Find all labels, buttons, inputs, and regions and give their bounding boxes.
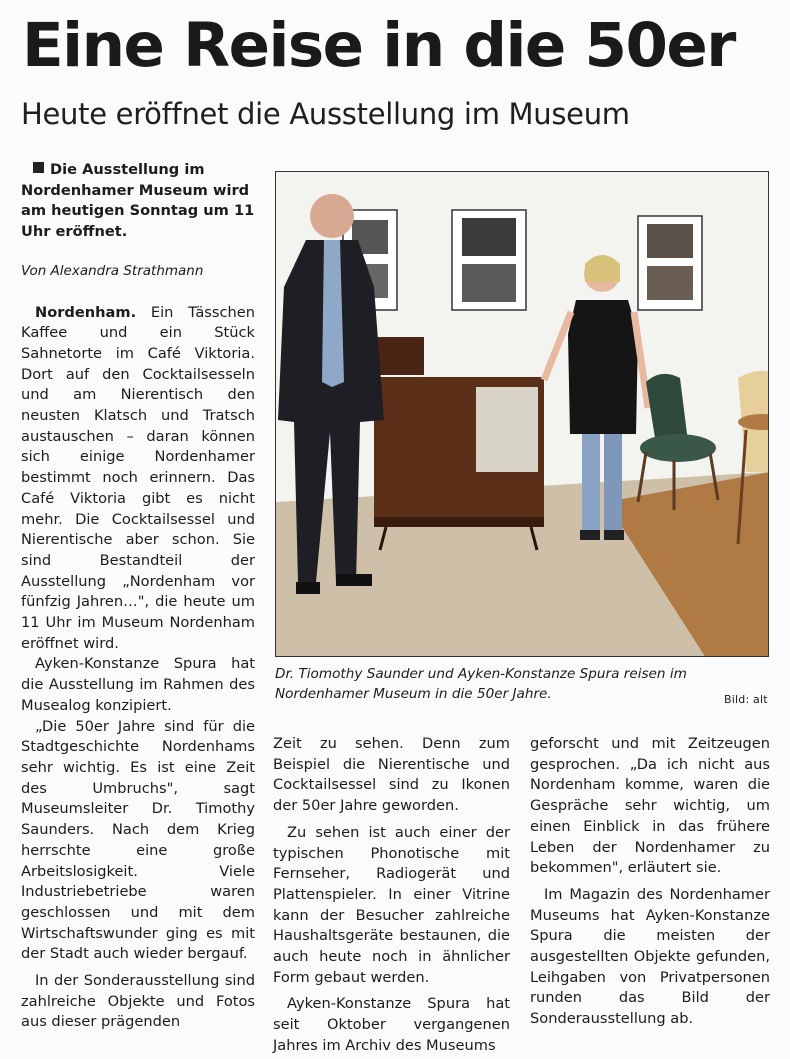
wall-photo-frame [452,210,526,310]
body-paragraph-8: geforscht und mit Zeitzeugen gesprochen. „Da ich nicht aus Nordenham komme, waren die Gespräche sehr wichtig, um einen Einblick in das frühere Leben der Nordenhamer zu bekommen", erläutert sie. [530,735,770,877]
lead-paragraph [21,160,255,243]
photo-caption: Dr. Tiomothy Saunder und Ayken-Konstanze Spura reisen im Nordenhamer Museum in die 50er Jahre. [275,666,687,702]
subheadline: Heute eröffnet die Ausstellung im Museum [21,97,630,131]
body-paragraph-4: In der Sonderausstellung sind zahlreiche Objekte und Fotos aus dieser prägenden [21,972,255,1031]
body-paragraph-6: Zu sehen ist auch einer der typischen Phonotische mit Fernseher, Radiogerät und Plattenspieler. In einer Vitrine kann der Besucher zahlreiche Haushaltsgeräte bestaunen, die auch heute noch in ähnlicher Form gebaut werden. [273,823,510,986]
headline: Eine Reise in die 50er [22,10,735,81]
body-paragraph-3: „Die 50er Jahre sind für die Stadtgeschichte Nordenhams sehr wichtig. Es ist eine Zeit des Umbruchs", sagt Museumsleiter Dr. Timothy Saunders. Nach dem Krieg herrschte eine große Arbeitslosigkeit. Viele Industriebetriebe waren geschlossen und mit dem Wirtschaftswunder ging es mit der Stadt auch wieder bergauf. [21,717,255,963]
dateline-place: Nordenham. [35,303,137,321]
body-paragraph-1-text: Ein Tässchen Kaffee und ein Stück Sahnetorte im Café Viktoria. Dort auf den Cocktailsesseln und am Nierentisch den neusten Klatsch und Tratsch austauschen – daran können sich einige Nordenhamer bestimmt noch erinnern. Das Café Viktoria gibt es nicht mehr. Die Cocktailsessel und Nierentische aber schon. Sie sind Bestandteil der Ausstellung „Nordenham vor fünfzig Jahren…", die heute um 11 Uhr im Museum Nordenham eröffnet wird. [21,303,255,652]
body-paragraph-9: Im Magazin des Nordenhamer Museums hat Ayken-Konstanze Spura die meisten der ausgestellten Objekte gefunden, Leihgaben von Privatpersonen runden das Bild der Sonderausstellung ab. [530,885,770,1028]
lead-text: Die Ausstellung im Nordenhamer Museum wird am heutigen Sonntag um 11 Uhr eröffnet. [21,161,255,241]
column-1 [21,160,255,1033]
photo-credit: Bild: alt [724,693,768,706]
body-paragraph-5: Zeit zu sehen. Denn zum Beispiel die Nierentische und Cocktailsessel sind zu Ikonen der 50er Jahre geworden. [273,735,510,815]
body-paragraph-7: Ayken-Konstanze Spura hat seit Oktober vergangenen Jahres im Archiv des Museums [273,995,510,1054]
body-paragraph-2: Ayken-Konstanze Spura hat die Ausstellung im Rahmen des Musealog konzipiert. [21,655,255,714]
column-2 [273,734,510,1057]
column-3 [530,734,770,1030]
lead-square-marker [33,162,44,173]
article-photo [275,171,769,657]
body-paragraph-1 [21,303,255,655]
wall-photo-frame [638,216,702,310]
byline: Von Alexandra Strathmann [21,262,204,279]
